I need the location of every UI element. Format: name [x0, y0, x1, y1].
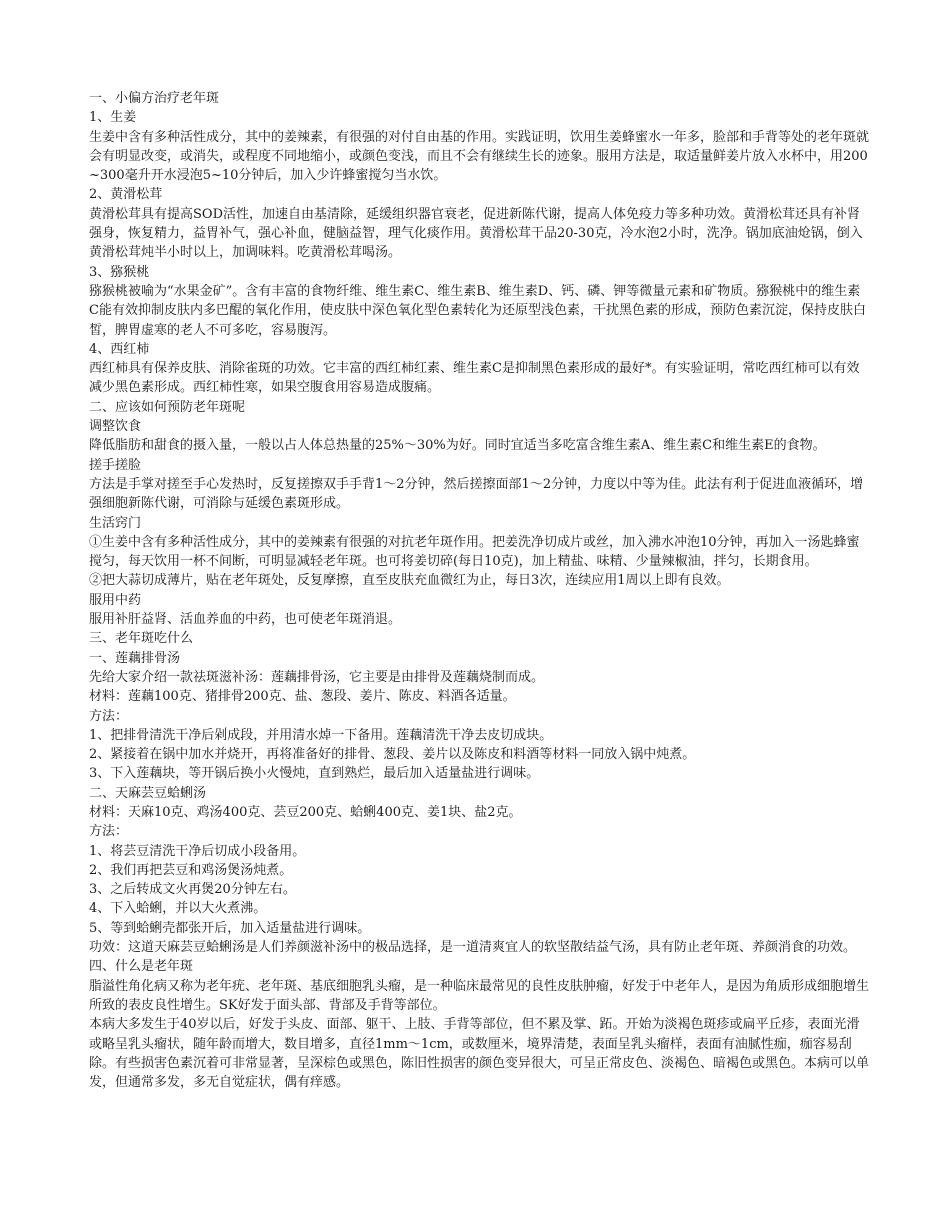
paragraph-rubbing: 方法是手掌对搓至手心发热时，反复搓擦双手手背1～2分钟，然后搓擦面部1～2分钟，力度以中等为佳。此法有利于促进血液循环，增强细胞新陈代谢，可消除与延缓色素斑形成。 [89, 476, 864, 512]
heading-what-is: 四、什么是老年斑 [89, 959, 194, 975]
document-body [89, 89, 869, 1092]
subheading-medicine: 服用中药 [89, 592, 142, 608]
label-method-1: 方法： [89, 708, 129, 724]
subheading-rubbing: 搓手搓脸 [89, 457, 142, 473]
paragraph-matsutake: 黄滑松茸具有提高SOD活性，加速自由基清除，延缓组织器官衰老，促进新陈代谢，提高人体免疫力等多种功效。黄滑松茸还具有补肾强身，恢复精力，益胃补气，强心补血，健脑益智，理气化痰作用。黄滑松茸干品20-30克，冷水泡2小时，洗净。锅加底油炝锅，倒入黄滑松茸炖半小时以上，加调味料。吃黄滑松茸喝汤。 [89, 206, 863, 261]
heading-remedies: 一、小偏方治疗老年斑 [89, 91, 220, 106]
paragraph-tip-2: ②把大蒜切成薄片，贴在老年斑处，反复摩擦，直至皮肤充血微红为止，每日3次，连续应用1周以上即有良效。 [89, 573, 730, 589]
paragraph-definition: 脂溢性角化病又称为老年疣、老年斑、基底细胞乳头瘤，是一种临床最常见的良性皮肤肿瘤，好发于中老年人，是因为角质形成细胞增生所致的表皮良性增生。SK好发于面头部、背部及手背等部位。 [89, 978, 870, 1013]
subheading-tips: 生活窍门 [89, 515, 142, 531]
step-lotus-1: 1、把排骨清洗干净后剁成段，并用清水焯一下备用。莲藕清洗干净去皮切成块。 [89, 727, 553, 743]
subheading-kiwi: 3、猕猴桃 [89, 264, 150, 280]
paragraph-symptoms: 本病大多发生于40岁以后，好发于头皮、面部、躯干、上肢、手背等部位，但不累及掌、跖。开始为淡褐色斑疹或扁平丘疹，表面光滑或略呈乳头瘤状，随年龄而增大，数目增多，直径1mm～1cm，或数厘米，境界清楚，表面呈乳头瘤样，表面有油腻性痂，痂容易刮除。有些损害色素沉着可非常显著，呈深棕色或黑色，陈旧性损害的颜色变异很大，可呈正常皮色、淡褐色、暗褐色或黑色。本病可以单发，但通常多发，多无自觉症状，偶有痒感。 [89, 1017, 870, 1091]
paragraph-lotus-ingredients: 材料：莲藕100克、猪排骨200克、盐、葱段、姜片、陈皮、料酒各适量。 [89, 689, 516, 705]
step-clam-5: 5、等到蛤蜊壳都张开后，加入适量盐进行调味。 [89, 920, 371, 936]
paragraph-tomato: 西红柿具有保养皮肤、消除雀斑的功效。它丰富的西红柿红素、维生素C是抑制黑色素形成的最好*。有实验证明，常吃西红柿可以有效减少黑色素形成。西红柿性寒，如果空腹食用容易造成腹痛。 [89, 361, 860, 396]
paragraph-clam-effect: 功效：这道天麻芸豆蛤蜊汤是人们养颜滋补汤中的极品选择，是一道清爽宜人的软坚散结益气汤，具有防止老年斑、养颜消食的功效。 [89, 940, 857, 956]
paragraph-medicine: 服用补肝益肾、活血养血的中药，也可使老年斑消退。 [89, 612, 402, 628]
label-method-2: 方法： [89, 824, 129, 840]
step-lotus-3: 3、下入莲藕块，等开锅后换小火慢炖，直到熟烂，最后加入适量盐进行调味。 [89, 766, 540, 782]
step-clam-2: 2、我们再把芸豆和鸡汤煲汤炖煮。 [89, 862, 293, 878]
paragraph-tip-1: ①生姜中含有多种活性成分，其中的姜辣素有很强的对抗老年斑作用。把姜洗净切成片或丝，加入沸水冲泡10分钟，再加入一汤匙蜂蜜搅匀，每天饮用一杯不间断，可明显减轻老年斑。也可将姜切碎(每日10克)，加上精盐、味精、少量辣椒油，拌匀，长期食用。 [89, 534, 860, 570]
subheading-matsutake: 2、黄滑松茸 [89, 187, 163, 203]
paragraph-kiwi: 猕猴桃被喻为“水果金矿”。含有丰富的食物纤维、维生素C、维生素B、维生素D、钙、磷、钾等微量元素和矿物质。猕猴桃中的维生素C能有效抑制皮肤内多巴醌的氧化作用，使皮肤中深色氧化型色素转化为还原型浅色素，干扰黑色素的形成，预防色素沉淀，保持皮肤白皙，脾胃虚寒的老人不可多吃，容易腹泻。 [89, 283, 866, 338]
subheading-tomato: 4、西红柿 [89, 341, 150, 357]
step-clam-1: 1、将芸豆清洗干净后切成小段备用。 [89, 843, 306, 859]
subheading-lotus-soup: 一、莲藕排骨汤 [89, 650, 181, 666]
heading-prevention: 二、应该如何预防老年斑呢 [89, 399, 246, 415]
subheading-clam-soup: 二、天麻芸豆蛤蜊汤 [89, 785, 207, 801]
step-clam-4: 4、下入蛤蜊，并以大火煮沸。 [89, 901, 267, 917]
subheading-diet: 调整饮食 [89, 419, 142, 435]
step-clam-3: 3、之后转成文火再煲20分钟左右。 [89, 882, 296, 898]
heading-what-to-eat: 三、老年斑吃什么 [89, 631, 194, 647]
paragraph-lotus-intro: 先给大家介绍一款祛斑滋补汤：莲藕排骨汤，它主要是由排骨及莲藕烧制而成。 [89, 669, 545, 685]
step-lotus-2: 2、紧接着在锅中加水并烧开，再将准备好的排骨、葱段、姜片以及陈皮和料酒等材料一同放入锅中炖煮。 [89, 747, 696, 763]
subheading-ginger: 1、生姜 [89, 110, 137, 126]
paragraph-clam-ingredients: 材料：天麻10克、鸡汤400克、芸豆200克、蛤蜊400克、姜1块、盐2克。 [89, 804, 522, 820]
paragraph-ginger: 生姜中含有多种活性成分，其中的姜辣素，有很强的对付自由基的作用。实践证明，饮用生姜蜂蜜水一年多，脸部和手背等处的老年斑就会有明显改变，或消失，或程度不同地缩小，或颜色变浅，而且不会有继续生长的迹象。服用方法是，取适量鲜姜片放入水杯中，用200~300毫升开水浸泡5~10分钟后，加入少许蜂蜜搅匀当水饮。 [89, 129, 870, 184]
paragraph-diet: 降低脂肪和甜食的摄入量，一般以占人体总热量的25%～30%为好。同时宜适当多吃富含维生素A、维生素C和维生素E的食物。 [89, 438, 826, 454]
